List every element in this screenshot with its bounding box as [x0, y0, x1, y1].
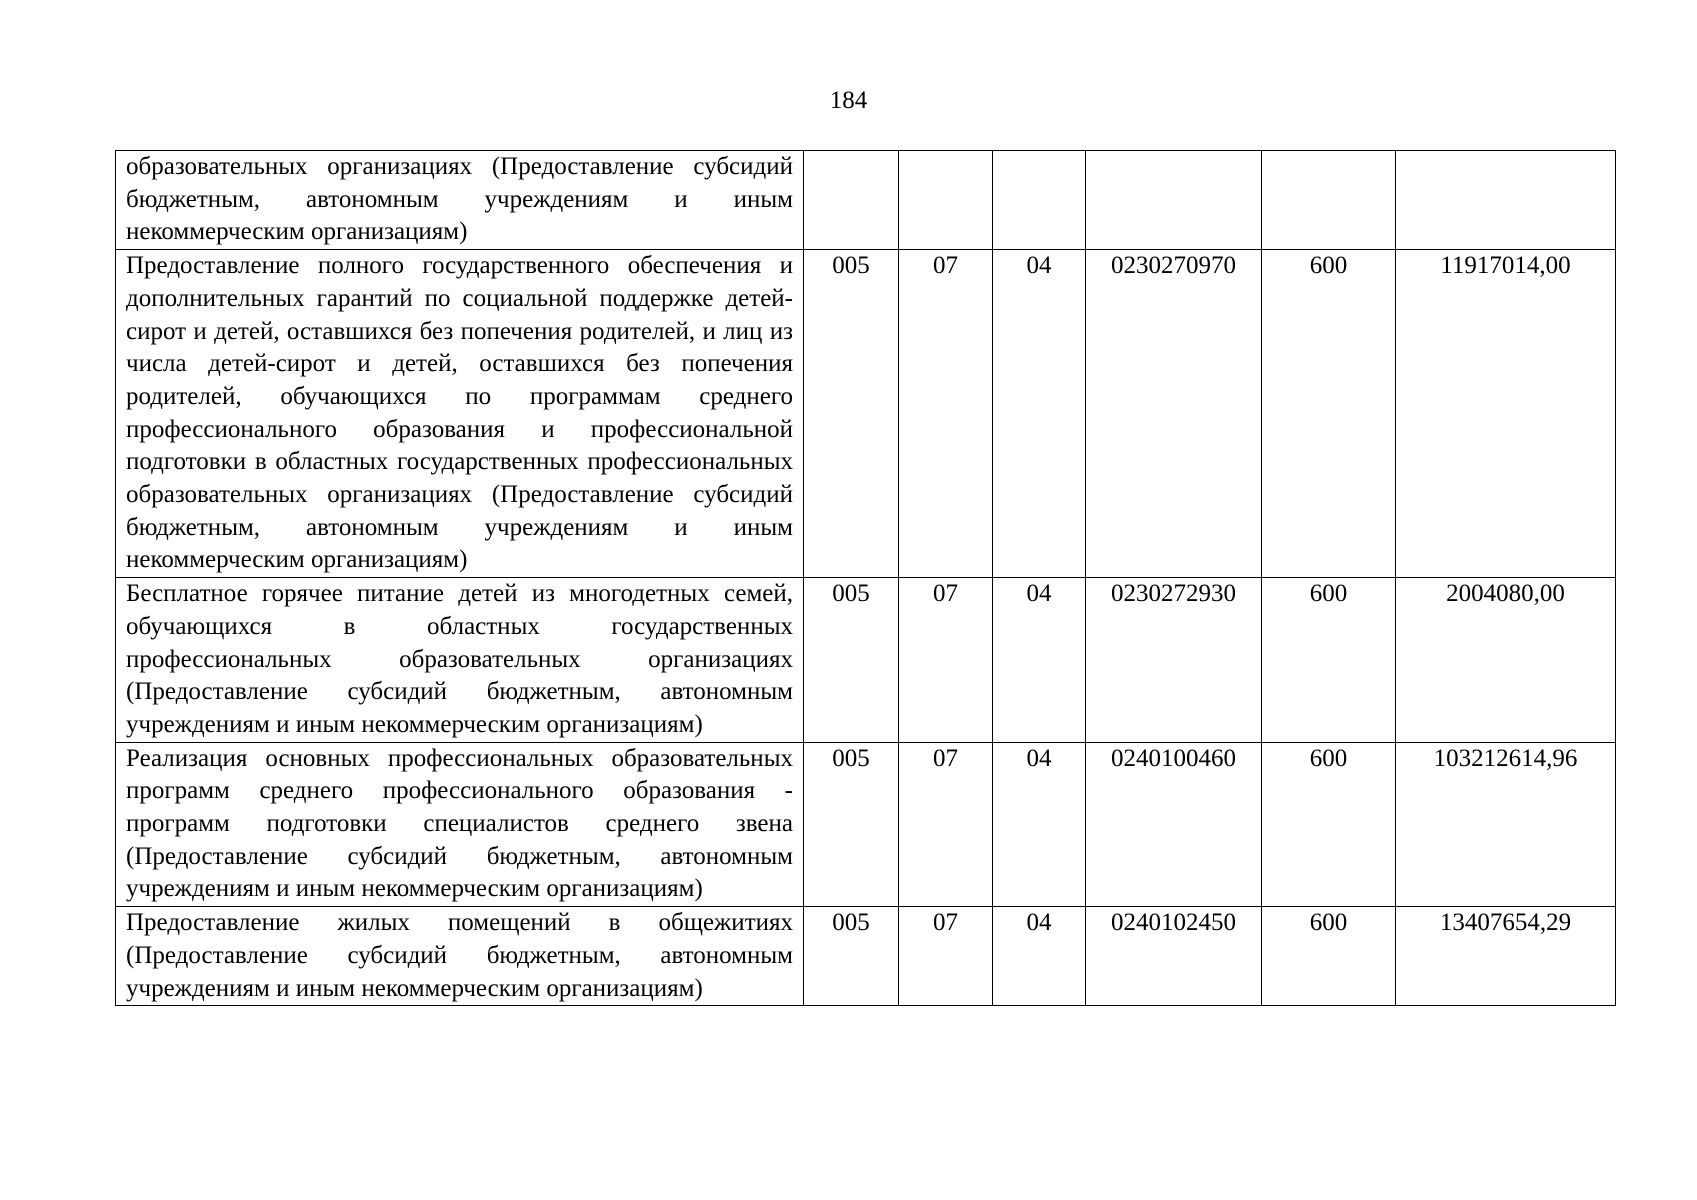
row-target-article: 0230272930: [1086, 578, 1262, 743]
row-amount: [1396, 151, 1616, 250]
row-target-article: 0240102450: [1086, 907, 1262, 1006]
row-expense-type: 600: [1262, 578, 1396, 743]
row-description: Реализация основных профессиональных образовательных программ среднего профессионального образования - программ подготовки специалистов среднего звена (Предоставление субсидий бюджетным, автономным учреждениям и иным некоммерческим организациям): [116, 742, 804, 907]
row-subsection-code: 04: [993, 578, 1086, 743]
row-description: Предоставление полного государственного обеспечения и дополнительных гарантий по социальной поддержке детей-сирот и детей, оставшихся без попечения родителей, и лиц из числа детей-сирот и детей, оставшихся без попечения родителей, обучающихся по программам среднего профессионального образования и профессиональной подготовки в областных государственных профессиональных образовательных организациях (Предоставление субсидий бюджетным, автономным учреждениям и иным некоммерческим организациям): [116, 250, 804, 578]
row-subsection-code: 04: [993, 250, 1086, 578]
row-ministry-code: [804, 151, 899, 250]
row-ministry-code: 005: [804, 250, 899, 578]
row-expense-type: 600: [1262, 742, 1396, 907]
table-row: [116, 151, 1616, 250]
row-target-article: [1086, 151, 1262, 250]
row-amount: 11917014,00: [1396, 250, 1616, 578]
table-row: [116, 578, 1616, 743]
row-description: Предоставление жилых помещений в общежитиях (Предоставление субсидий бюджетным, автономным учреждениям и иным некоммерческим организациям): [116, 907, 804, 1006]
row-target-article: 0240100460: [1086, 742, 1262, 907]
row-expense-type: [1262, 151, 1396, 250]
row-amount: 103212614,96: [1396, 742, 1616, 907]
row-amount: 13407654,29: [1396, 907, 1616, 1006]
row-amount: 2004080,00: [1396, 578, 1616, 743]
row-target-article: 0230270970: [1086, 250, 1262, 578]
table-row: [116, 742, 1616, 907]
row-subsection-code: [993, 151, 1086, 250]
row-subsection-code: 04: [993, 907, 1086, 1006]
row-section-code: 07: [899, 907, 993, 1006]
row-section-code: 07: [899, 742, 993, 907]
row-expense-type: 600: [1262, 250, 1396, 578]
row-ministry-code: 005: [804, 742, 899, 907]
row-section-code: 07: [899, 250, 993, 578]
page-number: 184: [829, 87, 868, 114]
row-subsection-code: 04: [993, 742, 1086, 907]
row-description: образовательных организациях (Предоставление субсидий бюджетным, автономным учреждениям и иным некоммерческим организациям): [116, 151, 804, 250]
row-ministry-code: 005: [804, 578, 899, 743]
row-section-code: 07: [899, 578, 993, 743]
table-row: [116, 250, 1616, 578]
row-section-code: [899, 151, 993, 250]
budget-table: [115, 150, 1616, 1006]
row-expense-type: 600: [1262, 907, 1396, 1006]
table-row: [116, 907, 1616, 1006]
row-description: Бесплатное горячее питание детей из многодетных семей, обучающихся в областных государственных профессиональных образовательных организациях (Предоставление субсидий бюджетным, автономным учреждениям и иным некоммерческим организациям): [116, 578, 804, 743]
row-ministry-code: 005: [804, 907, 899, 1006]
